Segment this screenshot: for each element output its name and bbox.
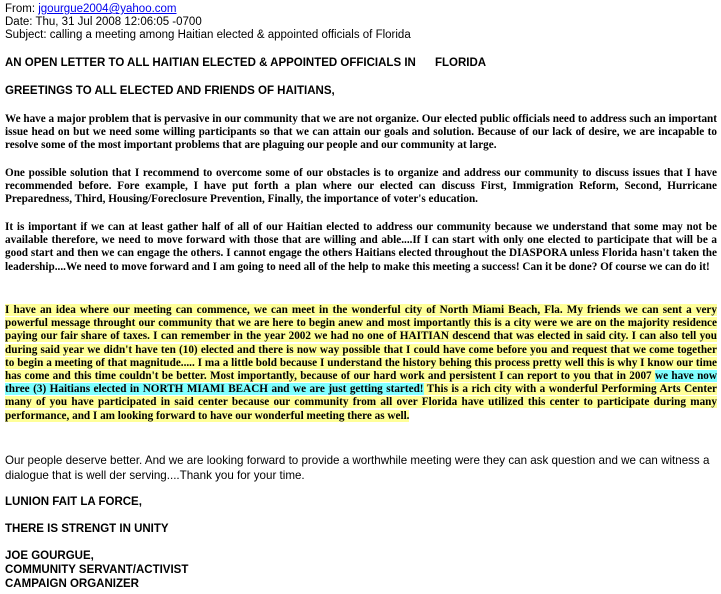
email-date-line: Date: Thu, 31 Jul 2008 12:06:05 -0700 [5, 16, 202, 28]
email-subject-line: Subject: calling a meeting among Haitian elected & appointed officials of Florida [5, 29, 411, 41]
from-label: From: [5, 3, 39, 15]
paragraph-2: One possible solution that I recommend to overcome some of our obstacles is to organize and address our community to discuss issues that I have recommended before. Fore example, I have put forth a plan where our elected can discuss First, Immigration Reform, Second, Hurricane Preparedness, Third, Housing/Foreclosure Prevention, Finally, the importance of voter's education. [5, 167, 717, 206]
highlight-yellow-part-1: I have an idea where our meeting can commence, we can meet in the wonderful city of North Miami Beach, Fla. My friends we can sent a very powerful message throught our community that we are here to begin anew and most importantly this is a city were we are on the majority residence paying our fair share of taxes. I can remember in the year 2002 we had no one of HAITIAN descend that was elected in said city. I can also tell you during said year we didn't have ten (10) elected and there is now way possible that I could have come before you and request that we come together to begin a meeting of that magnitude..... I ma a little bold because I understand the history behing this process pretty well this is why I know our time has come and this time couldn't be better. Most importantly, because of our hard work and persistent I can report to you that in 2007 [5, 304, 717, 383]
signature-title-2: CAMPAIGN ORGANIZER [5, 578, 139, 590]
signature-name: JOE GOURGUE, [5, 550, 94, 562]
closing-line-1: LUNION FAIT LA FORCE, [5, 496, 142, 508]
letter-greeting: GREETINGS TO ALL ELECTED AND FRIENDS OF HAITIANS, [5, 85, 335, 97]
paragraph-5: Our people deserve better. And we are looking forward to provide a worthwhile meeting were they can ask question and we can witness a dialogue that is well der serving....Thank you for your time. [5, 454, 710, 482]
highlight-cyan-part: we have now three (3) Haitians elected in NORTH MIAMI BEACH and we are just getting started! [5, 370, 717, 396]
highlight-yellow-part-2: This is a rich city with a wonderful Performing Arts Center many of you have participated in said center because our community from all over Florida have utilized this center to participate during many performance, and I am looking forward to have our wonderful meeting there as well. [5, 383, 717, 422]
letter-title: AN OPEN LETTER TO ALL HAITIAN ELECTED & APPOINTED OFFICIALS IN FLORIDA [5, 57, 487, 69]
paragraph-1: We have a major problem that is pervasive in our community that we are not organize. Our elected public officials need to address such an important issue head on but we need some willing participants so that we can attain our goals and solution. Because of our lack of desire, we are incapable to resolve some of the most important problems that are plaguing our people and our community at large. [5, 113, 717, 152]
paragraph-4 [5, 304, 717, 423]
closing-line-2: THERE IS STRENGT IN UNITY [5, 523, 169, 535]
paragraph-3: It is important if we can at least gather half of all of our Haitian elected to address our community because we understand that some may not be available therefore, we need to move forward with those that are willing and able....If I can start with only one elected to participate that will be a good start and then we can engage the others. I cannot engage the others Haitians elected throughout the DIASPORA unless Florida hasn't taken the leadership....We need to move forward and I am going to need all of the help to make this meeting a success! Can it be done? Of course we can do it! [5, 221, 717, 273]
email-from-line [5, 2, 177, 16]
from-email-link[interactable]: jgourgue2004@yahoo.com [38, 3, 177, 15]
signature-title-1: COMMUNITY SERVANT/ACTIVIST [5, 564, 189, 576]
